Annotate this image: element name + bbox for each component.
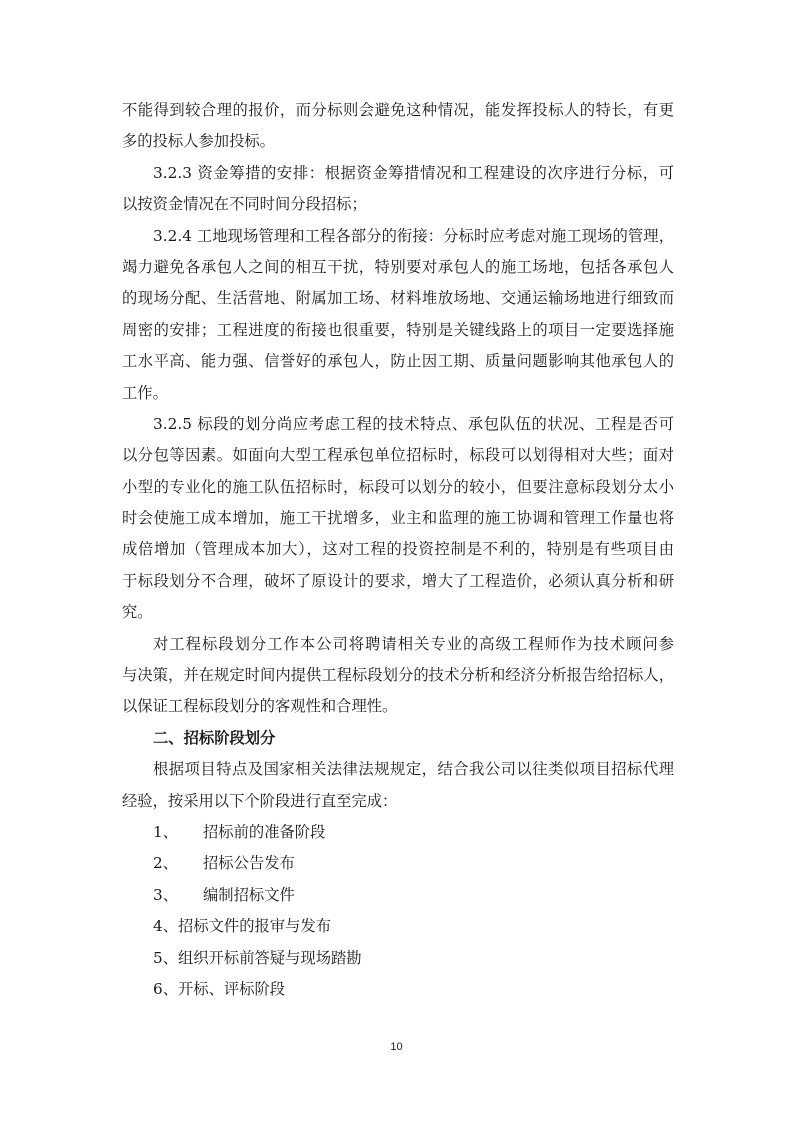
text-line: 3.2.5 标段的划分尚应考虑工程的技术特点、承包队伍的状况、工程是否可	[153, 414, 674, 433]
document-page	[122, 95, 674, 1005]
text-line: 不能得到较合理的报价，而分标则会避免这种情况，能发挥投标人的特长，有更	[122, 101, 674, 119]
list-item	[122, 848, 674, 879]
text-line: 3.2.4 工地现场管理和工程各部分的衔接：分标时应考虑对施工现场的管理，	[153, 226, 674, 245]
list-item	[122, 817, 674, 848]
paragraph-3-2-4	[122, 221, 674, 409]
text-line: 竭力避免各承包人之间的相互干扰，特别要对承包人的施工场地，包括各承包人	[122, 257, 674, 276]
list-item-number: 2、	[153, 854, 179, 873]
paragraph-bid-division-benefit	[122, 95, 674, 158]
text-line: 经验，按采用以下个阶段进行直至完成：	[122, 791, 398, 810]
list-item-number: 1、	[153, 822, 179, 841]
section-heading: 二、招标阶段划分	[153, 728, 276, 747]
list-item-text: 招标公告发布	[203, 854, 295, 873]
stage-list	[122, 817, 674, 1005]
text-line: 工水平高、能力强、信誉好的承包人，防止因工期、质量问题影响其他承包人的	[122, 352, 674, 371]
text-line: 小型的专业化的施工队伍招标时，标段可以划分的较小，但要注意标段划分太小	[122, 477, 674, 496]
text-line: 成倍增加（管理成本加大），这对工程的投资控制是不利的，特别是有些项目由	[122, 540, 674, 559]
text-line: 与决策，并在规定时间内提供工程标段划分的技术分析和经济分析报告给招标人，	[122, 666, 674, 685]
list-item: 5、组织开标前答疑与现场踏勘	[153, 948, 362, 967]
paragraph-3-2-3	[122, 158, 674, 221]
text-line: 于标段划分不合理，破坏了原设计的要求，增大了工程造价，必须认真分析和研	[122, 571, 674, 590]
text-line: 根据项目特点及国家相关法律法规规定，结合我公司以往类似项目招标代理	[153, 760, 674, 779]
list-item: 6、开标、评标阶段	[153, 979, 286, 998]
paragraph-advisor	[122, 629, 674, 723]
text-line: 工作。	[122, 383, 168, 402]
list-item-text: 编制招标文件	[203, 885, 295, 904]
paragraph-intro	[122, 754, 674, 817]
text-line: 以保证工程标段划分的客观性和合理性。	[122, 697, 398, 716]
text-line: 对工程标段划分工作本公司将聘请相关专业的高级工程师作为技术顾问参	[153, 634, 674, 653]
text-line: 究。	[122, 603, 153, 622]
text-line: 以按资金情况在不同时间分段招标；	[122, 195, 367, 214]
text-line: 时会使施工成本增加，施工干扰增多，业主和监理的施工协调和管理工作量也将	[122, 509, 674, 528]
text-line: 周密的安排；工程进度的衔接也很重要，特别是关键线路上的项目一定要选择施	[122, 320, 674, 339]
list-item-number: 3、	[153, 885, 179, 904]
list-item	[122, 880, 674, 911]
text-line: 多的投标人参加投标。	[122, 132, 275, 151]
page-number: 10	[390, 1041, 403, 1053]
text-line: 3.2.3 资金筹措的安排：根据资金筹措情况和工程建设的次序进行分标，可	[153, 163, 674, 182]
text-line: 以分包等因素。如面向大型工程承包单位招标时，标段可以划得相对大些；面对	[122, 446, 674, 465]
text-line: 的现场分配、生活营地、附属加工场、材料堆放场地、交通运输场地进行细致而	[122, 289, 674, 308]
list-item: 4、招标文件的报审与发布	[153, 917, 331, 936]
list-item-text: 招标前的准备阶段	[203, 822, 326, 841]
paragraph-3-2-5	[122, 409, 674, 629]
